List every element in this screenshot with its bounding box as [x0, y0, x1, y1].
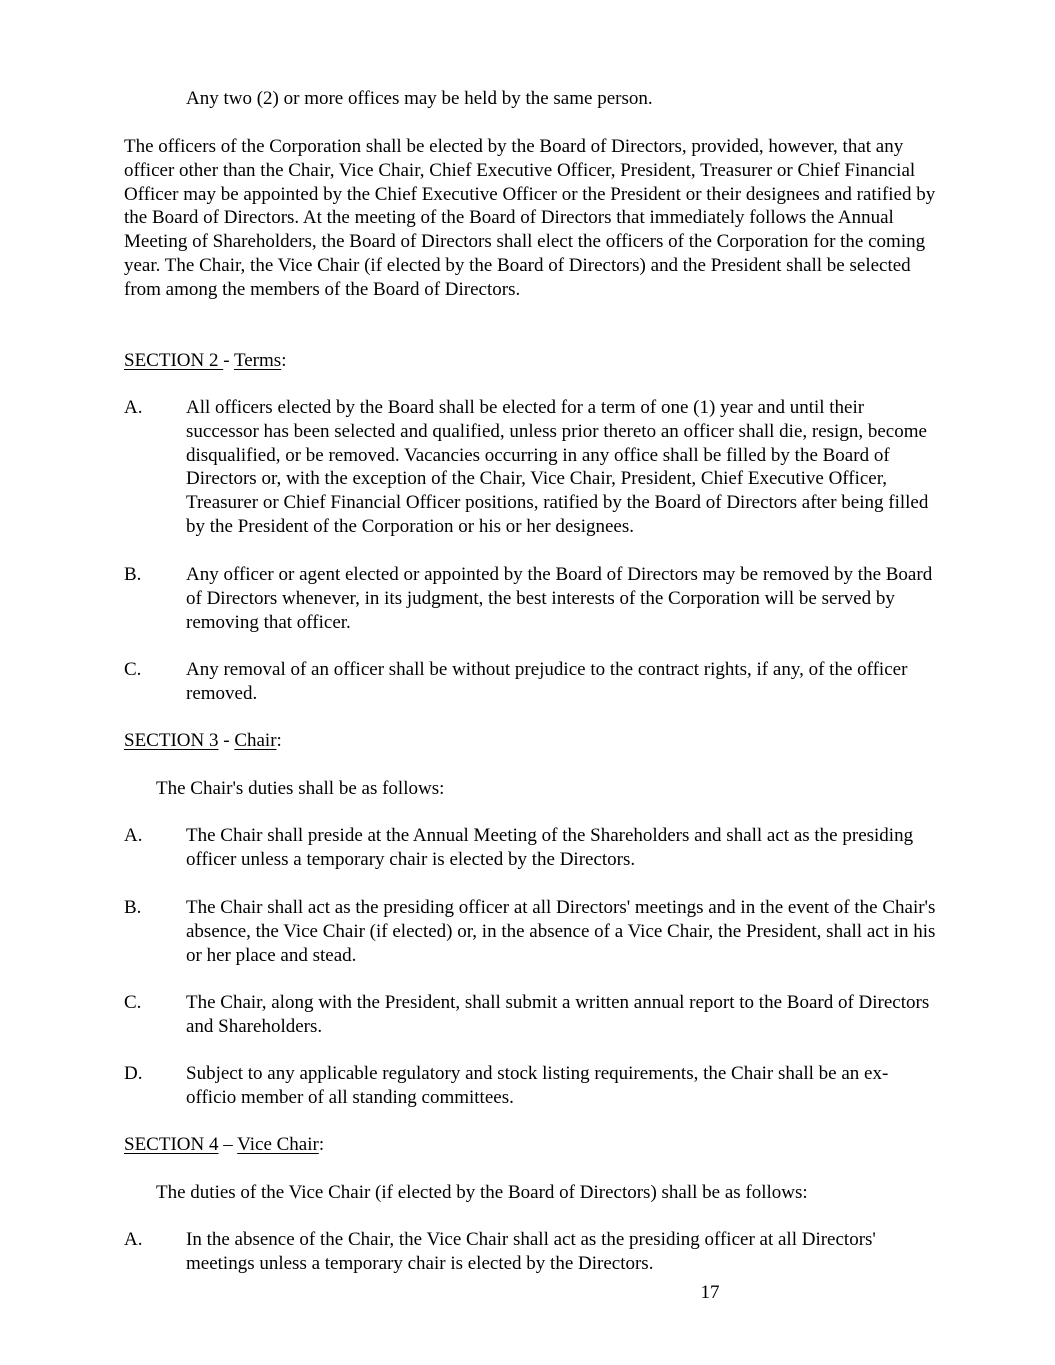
item-text: In the absence of the Chair, the Vice Chair shall act as the presiding officer at all Directors' meetings unless a temporary chair is elected by the Directors.: [186, 1229, 876, 1274]
item-letter: C.: [124, 659, 142, 680]
item-letter: A.: [124, 397, 143, 418]
section-4-intro: The duties of the Vice Chair (if elected by the Board of Directors) shall be as follows:: [156, 1182, 808, 1203]
item-letter: A.: [124, 1229, 143, 1250]
page-number: 17: [700, 1282, 720, 1303]
item-letter: A.: [124, 825, 143, 846]
section-2-label: SECTION 2: [124, 350, 224, 371]
officers-paragraph: The officers of the Corporation shall be elected by the Board of Directors, provided, however, that any officer other than the Chair, Vice Chair, Chief Executive Officer, President, Treasurer or Chief Financial Officer may be appointed by the Chief Executive Officer or the President or their designees and ratified by the Board of Directors. At the meeting of the Board of Directors that immediately follows the Annual Meeting of Shareholders, the Board of Directors shall elect the officers of the Corporation for the coming year. The Chair, the Vice Chair (if elected by the Board of Directors) and the President shall be selected from among the members of the Board of Directors.: [124, 136, 936, 300]
section-4-label: SECTION 4: [124, 1134, 219, 1155]
item-text: The Chair shall preside at the Annual Meeting of the Shareholders and shall act as the presiding officer unless a temporary chair is elected by the Directors.: [186, 825, 914, 870]
item-letter: D.: [124, 1063, 143, 1084]
section-3-title: Chair: [234, 730, 277, 751]
section-3-intro: The Chair's duties shall be as follows:: [156, 778, 445, 799]
section-3-heading: SECTION 3 - Chair:: [124, 730, 282, 751]
item-letter: B.: [124, 564, 142, 585]
section-4-heading: SECTION 4 – Vice Chair:: [124, 1134, 325, 1155]
section-3-label: SECTION 3: [124, 730, 219, 751]
item-text: The Chair, along with the President, shall submit a written annual report to the Board of Directors and Shareholders.: [186, 992, 930, 1037]
item-letter: C.: [124, 992, 142, 1013]
section-4-title: Vice Chair: [237, 1134, 319, 1155]
section-2-heading: SECTION 2 - Terms:: [124, 350, 287, 371]
item-letter: B.: [124, 897, 142, 918]
item-text: Subject to any applicable regulatory and stock listing requirements, the Chair shall be an ex-officio member of all standing committees.: [186, 1063, 889, 1108]
item-text: All officers elected by the Board shall be elected for a term of one (1) year and until their successor has been selected and qualified, unless prior thereto an officer shall die, resign, become disqualified, or be removed. Vacancies occurring in any office shall be filled by the Board of Directors or, with the exception of the Chair, Vice Chair, President, Chief Executive Officer, Treasurer or Chief Financial Officer positions, ratified by the Board of Directors after being filled by the President of the Corporation or his or her designees.: [186, 397, 929, 537]
item-text: Any removal of an officer shall be without prejudice to the contract rights, if any, of the officer removed.: [186, 659, 908, 704]
item-text: The Chair shall act as the presiding officer at all Directors' meetings and in the event of the Chair's absence, the Vice Chair (if elected) or, in the absence of a Vice Chair, the President, shall act in his or her place and stead.: [186, 897, 936, 966]
section-2-title: Terms: [233, 350, 282, 371]
top-line: Any two (2) or more offices may be held by the same person.: [186, 88, 653, 109]
item-text: Any officer or agent elected or appointed by the Board of Directors may be removed by the Board of Directors whenever, in its judgment, the best interests of the Corporation will be served by removing that officer.: [186, 564, 933, 633]
